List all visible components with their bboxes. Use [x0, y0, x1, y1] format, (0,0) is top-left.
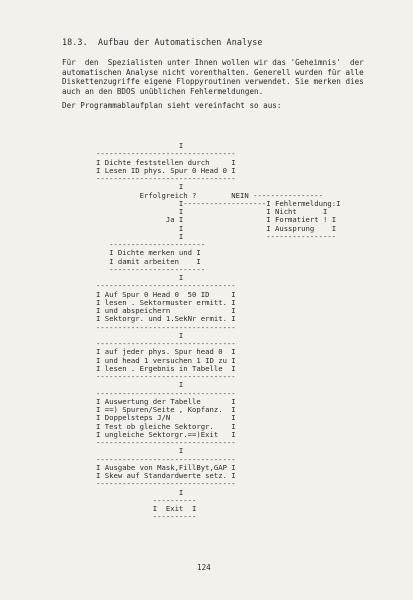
flowchart-line: I: [96, 182, 184, 192]
flowchart-line: Erfolgreich ? NEIN ----------------: [96, 190, 323, 200]
flowchart-line: I Exit I: [96, 504, 197, 513]
flowchart-line: --------------------------------: [96, 174, 236, 183]
flowchart-line: I Lesen ID phys. Spur 0 Head 0 I: [96, 165, 236, 175]
flowchart-line: I Auf Spur 0 Head 0 50 ID I: [96, 289, 236, 299]
flowchart-line: I Sektorgr. und 1.SekNr ermit. I: [96, 314, 236, 324]
flowchart-line: --------------------------------: [96, 388, 236, 398]
flowchart-line: I damit arbeiten I: [96, 256, 201, 266]
flowchart-line: ----------------------: [96, 240, 206, 249]
flowchart-line: I I Nicht I: [96, 207, 328, 216]
flowchart-line: I: [96, 273, 184, 282]
flowchart-line: I und abspeichern I: [96, 306, 236, 315]
flowchart-line: I Ausgabe von Mask,FillByt,GAP I: [96, 462, 236, 472]
paragraph-line: Diskettenzugriffe eigene Floppyroutinen verwendet. Sie merken dies: [62, 77, 364, 87]
flowchart-line: I: [96, 380, 184, 390]
paragraph-line: Für den Spezialisten unter Ihnen wollen wir das 'Geheimnis' der: [62, 58, 364, 67]
flowchart-line: --------------------------------: [96, 149, 236, 159]
flowchart-intro: Der Programmablaufplan sieht vereinfacht so aus:: [62, 101, 282, 110]
flowchart-line: --------------------------------: [96, 372, 236, 381]
flowchart-line: --------------------------------: [96, 281, 236, 291]
flowchart-line: ----------: [96, 495, 197, 505]
flowchart-line: --------------------------------: [96, 339, 236, 348]
flowchart-line: I ungleiche Sektorgr.==)Exit I: [96, 429, 236, 439]
flowchart-line: I: [96, 141, 184, 150]
flowchart-line: I Test ob gleiche Sektorgr. I: [96, 421, 236, 431]
flowchart-line: I: [96, 446, 184, 456]
flowchart-line: --------------------------------: [96, 322, 236, 332]
flowchart-line: I I Aussprung I: [96, 223, 337, 233]
flowchart-line: I: [96, 487, 184, 497]
flowchart-line: ----------------------: [96, 264, 206, 274]
body-paragraph: [62, 58, 382, 96]
paragraph-line: auch an den BDOS unüblichen Fehlermeldungen.: [62, 86, 264, 96]
page-number: 124: [197, 563, 211, 572]
paragraph-line: automatischen Analyse nicht vorenthalten. Generell wurden für alle: [62, 67, 364, 77]
flowchart-line: I-------------------I Fehlermeldung:I: [96, 198, 341, 208]
flowchart-line: I ----------------: [96, 231, 337, 241]
flowchart-line: --------------------------------: [96, 438, 236, 447]
flowchart-line: I Dichte feststellen durch I: [96, 157, 236, 167]
flowchart-line: I lesen . Ergebnis in Tabelle I: [96, 363, 236, 373]
flowchart-line: I Doppelsteps J/N I: [96, 413, 236, 423]
flowchart-line: I auf jeder phys. Spur head 0 I: [96, 347, 236, 357]
flowchart-line: --------------------------------: [96, 454, 236, 464]
flowchart-line: Ja I I Formatiert ! I: [96, 215, 337, 225]
flowchart-line: --------------------------------: [96, 479, 236, 489]
flowchart-line: I ==) Spuren/Seite , Kopfanz. I: [96, 405, 236, 414]
flowchart-line: ----------: [96, 512, 197, 522]
flowchart-line: I und head 1 versuchen 1 ID zu I: [96, 355, 236, 365]
flowchart-line: I Skew auf Standardwerte setz. I: [96, 471, 236, 480]
flowchart-line: I Dichte merken und I: [96, 248, 201, 258]
section-heading: 18.3. Aufbau der Automatischen Analyse: [62, 37, 263, 47]
flowchart-line: I Auswertung der Tabelle I: [96, 396, 236, 406]
program-flowchart: [96, 142, 340, 522]
flowchart-line: I: [96, 330, 184, 340]
flowchart-line: I lesen . Sektormuster ermitt. I: [96, 297, 236, 307]
